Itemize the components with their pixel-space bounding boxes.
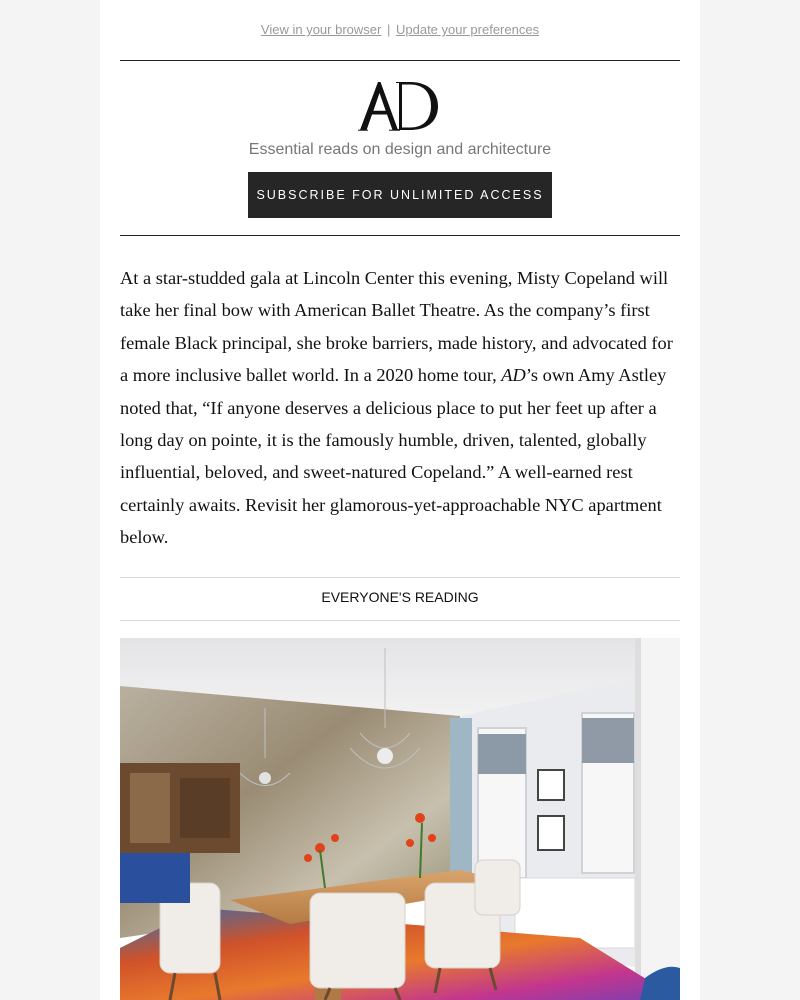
- subscribe-button[interactable]: SUBSCRIBE FOR UNLIMITED ACCESS: [248, 172, 552, 218]
- hero-image-dining-room[interactable]: [120, 638, 680, 1000]
- ad-logo[interactable]: [100, 76, 700, 136]
- view-in-browser-link[interactable]: View in your browser: [260, 22, 382, 37]
- intro-italic-ad: AD: [501, 365, 526, 386]
- header-bottom-divider: [120, 235, 680, 236]
- section-top-divider: [120, 577, 680, 578]
- update-preferences-link[interactable]: Update your preferences: [395, 22, 540, 37]
- email-container: [100, 0, 700, 1000]
- intro-text-part1: At a star-studded gala at Lincoln Center this evening, Misty Copeland will take her final bow with American Ballet Theatre. As the company’s first female Black principal, she broke barriers, made history, and advocated for a more inclusive ballet world. In a 2020 home tour,: [120, 268, 673, 386]
- top-divider: [120, 60, 680, 61]
- intro-text-part2: ’s own Amy Astley noted that, “If anyone deserves a delicious place to put her feet up after a long day on pointe, it is the famously humble, driven, talented, globally influential, beloved, and sweet-natured Copeland.” A well-earned rest certainly awaits. Revisit her glamorous-yet-approachable NYC apartment below.: [120, 365, 667, 548]
- preferences-bar: [100, 22, 700, 37]
- section-bottom-divider: [120, 620, 680, 621]
- tagline: Essential reads on design and architecture: [248, 141, 552, 158]
- intro-paragraph: [120, 262, 680, 554]
- section-title: EVERYONE'S READING: [321, 589, 479, 605]
- link-separator: |: [386, 22, 391, 37]
- ad-logo-mark: [358, 76, 442, 136]
